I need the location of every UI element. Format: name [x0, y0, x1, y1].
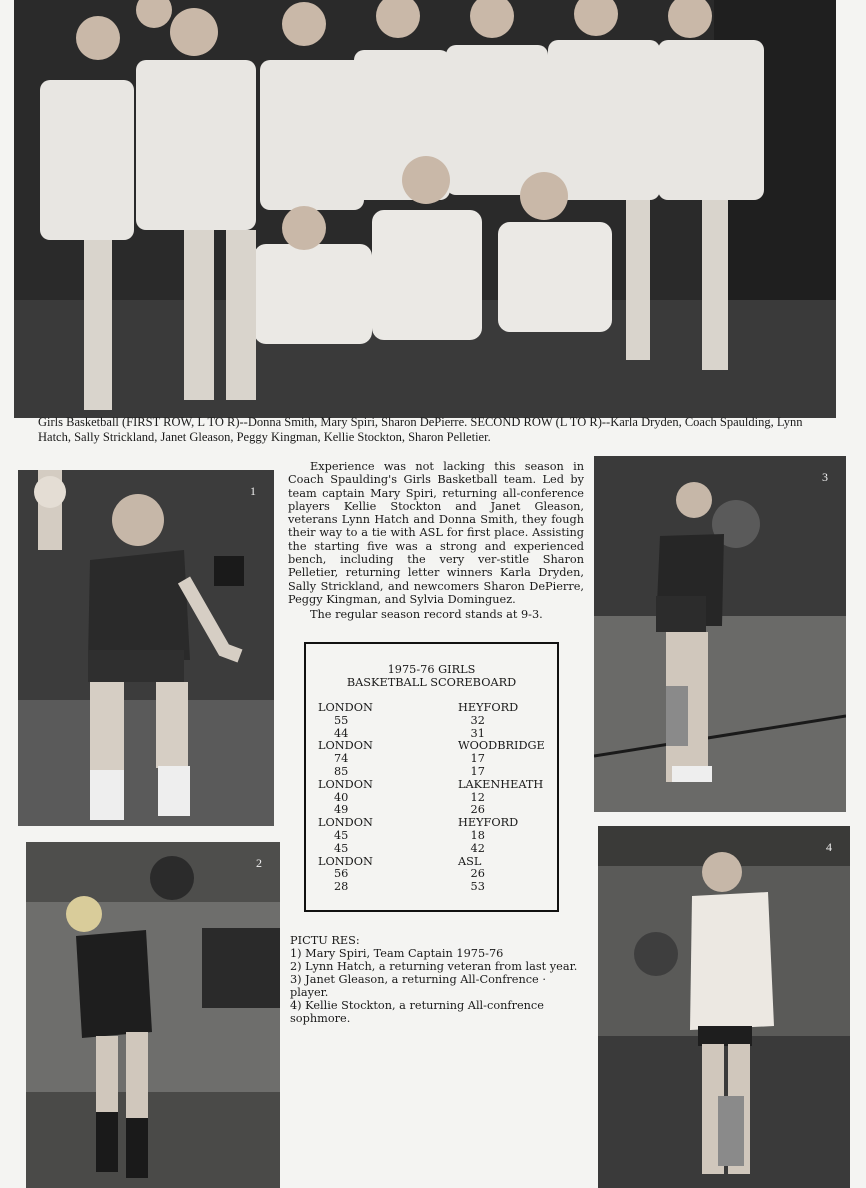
scoreboard-score-row: [318, 766, 548, 779]
opponent-team: HEYFORD: [458, 701, 519, 714]
team-photo: [14, 0, 836, 418]
scoreboard-title-line: 1975-76 GIRLS: [387, 663, 476, 676]
home-team: LONDON: [318, 739, 373, 753]
opponent-team: LAKENHEATH: [458, 777, 544, 791]
scoreboard-score-row: [318, 843, 548, 856]
scoreboard-score-row: [318, 715, 548, 728]
photo-number: 1: [250, 484, 256, 498]
home-score: 56: [334, 867, 349, 881]
opponent-score: 31: [470, 726, 485, 740]
scoreboard-score-row: [318, 792, 548, 805]
photo-number: 2: [256, 856, 262, 870]
scoreboard-team-row: [318, 702, 548, 715]
photo-mary-spiri: [18, 470, 274, 826]
scoreboard-team-row: [318, 779, 548, 792]
opponent-score: 42: [470, 841, 485, 855]
home-score: 85: [334, 764, 349, 778]
opponent-score: 18: [470, 828, 485, 842]
scoreboard-score-row: [318, 868, 548, 881]
pictures-item: 4) Kellie Stockton, a returning All-confrence: [290, 999, 544, 1012]
player-photo-3-image: [594, 456, 846, 812]
article-paragraph: Experience was not lacking this season in Coach Spaulding's Girls Basketball team. Led by team captain Mary Spiri, returning all-conference players Kellie Stockton and Janet Gleason, veterans Lynn Hatch and Donna Smith, they fough their way to a tie with ASL for first place. Assisting the starting five was a strong and experienced bench, including the very ver-stitle Sharon Pelletier, returning letter winners Karla Dryden, Sally Strickland, and newcomers Sharon DePierre, Peggy Kingman, and Sylvia Dominguez.: [288, 460, 584, 606]
player-photo-2-image: [26, 842, 280, 1188]
home-score: 55: [334, 713, 349, 727]
photo-janet-gleason: [594, 456, 846, 812]
scoreboard-team-row: [318, 856, 548, 869]
opponent-team: ASL: [458, 854, 482, 868]
scoreboard-grid: [318, 702, 548, 894]
home-score: 44: [334, 726, 349, 740]
pictures-list: [290, 934, 590, 1025]
home-team: LONDON: [318, 816, 373, 830]
scoreboard-score-row: [318, 830, 548, 843]
player-photo-1-image: [18, 470, 274, 826]
team-photo-caption: Girls Basketball (FIRST ROW, L TO R)--Donna Smith, Mary Spiri, Sharon DePierre. SECOND ROW (L TO R)--Karla Dryden, Coach Spaulding, Lynn Hatch, Sally Strickland, Janet Gleason, Peggy Kingman, Kellie Stockton, Sharon Pelletier.: [38, 415, 803, 444]
opponent-team: HEYFORD: [458, 816, 519, 830]
home-score: 40: [334, 790, 349, 804]
home-score: 49: [334, 803, 349, 817]
scoreboard-score-row: [318, 881, 548, 894]
photo-lynn-hatch: [26, 842, 280, 1188]
opponent-score: 32: [470, 713, 485, 727]
team-photo-image: [14, 0, 836, 418]
home-score: 28: [334, 880, 349, 894]
player-photo-4-image: [598, 826, 850, 1188]
home-team: LONDON: [318, 777, 373, 791]
pictures-heading: PICTU RES:: [290, 934, 360, 947]
opponent-score: 17: [470, 752, 485, 766]
opponent-team: WOODBRIDGE: [458, 739, 545, 753]
home-team: LONDON: [318, 854, 373, 868]
opponent-score: 12: [470, 790, 485, 804]
opponent-score: 26: [470, 803, 485, 817]
scoreboard-box: [304, 642, 559, 912]
pictures-item: 2) Lynn Hatch, a returning veteran from last year.: [290, 960, 578, 973]
pictures-item: player.: [290, 986, 329, 999]
pictures-item: sophmore.: [290, 1012, 351, 1025]
scoreboard-score-row: [318, 753, 548, 766]
scoreboard-title-line: BASKETBALL SCOREBOARD: [346, 675, 517, 689]
opponent-score: 17: [470, 764, 485, 778]
opponent-score: 26: [470, 867, 485, 881]
photo-number: 3: [822, 470, 828, 484]
photo-number: 4: [826, 840, 832, 854]
home-score: 45: [334, 828, 349, 842]
pictures-item: 1) Mary Spiri, Team Captain 1975-76: [290, 947, 504, 960]
home-score: 74: [334, 752, 349, 766]
pictures-item: 3) Janet Gleason, a returning All-Confrence ·: [290, 973, 546, 986]
article-paragraph: The regular season record stands at 9-3.: [310, 608, 543, 622]
scoreboard-title: [306, 664, 557, 690]
home-score: 45: [334, 841, 349, 855]
scoreboard-team-row: [318, 740, 548, 753]
photo-kellie-stockton: [598, 826, 850, 1188]
opponent-score: 53: [470, 880, 485, 894]
article-text: [288, 460, 584, 622]
home-team: LONDON: [318, 701, 373, 714]
scoreboard-team-row: [318, 817, 548, 830]
